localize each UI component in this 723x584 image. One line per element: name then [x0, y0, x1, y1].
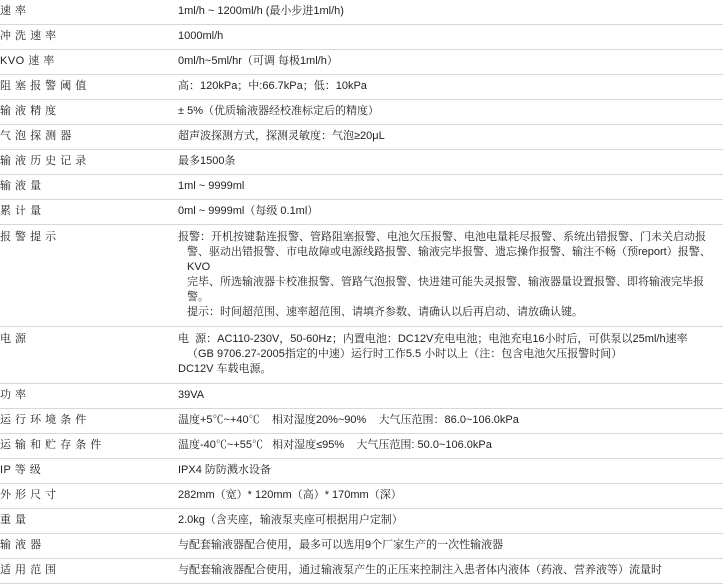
spec-value-line: 高：120kPa；中:66.7kPa；低：10kPa: [178, 80, 367, 92]
spec-value-line: 最多1500条: [178, 155, 236, 167]
spec-value-line: DC12V 车载电源。: [178, 363, 272, 375]
spec-value-line: 2.0kg（含夹座，输液泵夹座可根据用户定制）: [178, 514, 403, 526]
table-row: [0, 484, 723, 509]
spec-value: [178, 25, 723, 50]
spec-value-line: 与配套输液器配合使用，通过输液泵产生的正压来控制注入患者体内液体（药液、营养液等）流量时: [178, 564, 662, 576]
spec-label: [0, 484, 178, 509]
spec-label: [0, 175, 178, 200]
table-row: [0, 200, 723, 225]
spec-label-text: 电 源: [0, 333, 27, 345]
table-row: [0, 509, 723, 534]
spec-value: [178, 75, 723, 100]
spec-label-text: 外 形 尺 寸: [0, 489, 57, 501]
spec-value-line: 温度+5℃~+40℃ 相对湿度20%~90% 大气压范围：86.0~106.0kPa: [178, 414, 519, 426]
spec-value: [178, 200, 723, 225]
spec-label-text: 报 警 提 示: [0, 231, 57, 243]
spec-label: [0, 50, 178, 75]
table-row: [0, 50, 723, 75]
spec-label: [0, 434, 178, 459]
spec-label: [0, 125, 178, 150]
spec-value: [178, 434, 723, 459]
spec-value-line: 39VA: [178, 389, 205, 401]
spec-value-line: IPX4 防防溅水设备: [178, 464, 271, 476]
table-row: [0, 75, 723, 100]
spec-value-line: 完毕、所选输液器卡校准报警、管路气泡报警、快进建可能失灵报警、输液器量设置报警、即将输液完毕报警。: [187, 276, 704, 303]
spec-value: [178, 225, 723, 327]
spec-value: [178, 50, 723, 75]
spec-label: [0, 459, 178, 484]
spec-label: [0, 200, 178, 225]
spec-label-text: 累 计 量: [0, 205, 42, 217]
spec-value: [178, 100, 723, 125]
spec-value-line: 电 源：AC110-230V，50-60Hz；内置电池：DC12V充电电池；电池充电16小时后，可供泵以25ml/h速率: [178, 333, 688, 345]
spec-value-line: 警、驱动出错报警、市电故障或电源线路报警、输液完毕报警、遗忘操作报警、输注不畅（预report）报警、KVO: [187, 246, 711, 273]
spec-value: [178, 0, 723, 25]
spec-label-text: 功 率: [0, 389, 27, 401]
table-row: [0, 409, 723, 434]
spec-value-line: 温度-40℃~+55℃ 相对湿度≤95% 大气压范围: 50.0~106.0kPa: [178, 439, 492, 451]
spec-value-line: （GB 9706.27-2005指定的中速）运行时工作5.5 小时以上（注：包含电池欠压报警时间）: [187, 348, 623, 360]
spec-label: [0, 25, 178, 50]
spec-label: [0, 409, 178, 434]
table-row: [0, 0, 723, 25]
spec-label-text: 重 量: [0, 514, 27, 526]
table-row: [0, 459, 723, 484]
spec-label: [0, 509, 178, 534]
spec-value: [178, 175, 723, 200]
table-row: [0, 175, 723, 200]
spec-label: [0, 384, 178, 409]
table-row: [0, 125, 723, 150]
spec-label-text: 运 行 环 境 条 件: [0, 414, 87, 426]
spec-label-text: 输 液 量: [0, 180, 42, 192]
spec-label: [0, 150, 178, 175]
spec-value-line: ± 5%（优质输液器经校准标定后的精度）: [178, 105, 379, 117]
spec-value: [178, 327, 723, 384]
spec-label: [0, 534, 178, 559]
spec-value: [178, 409, 723, 434]
spec-label-text: KVO 速 率: [0, 55, 55, 67]
spec-label-text: 气 泡 探 测 器: [0, 130, 72, 142]
spec-value-line: 报警：开机按键黏连报警、管路阻塞报警、电池欠压报警、电池电量耗尽报警、系统出错报警、门未关启动报: [178, 231, 706, 243]
spec-label-text: 输 液 精 度: [0, 105, 57, 117]
spec-value: [178, 125, 723, 150]
table-row: [0, 434, 723, 459]
spec-value-line: 与配套输液器配合使用，最多可以选用9个厂家生产的一次性输液器: [178, 539, 504, 551]
spec-label: [0, 100, 178, 125]
spec-label: [0, 75, 178, 100]
spec-value-line: 1000ml/h: [178, 30, 224, 42]
spec-value-line: 1ml ~ 9999ml: [178, 180, 245, 192]
table-row: [0, 100, 723, 125]
spec-value-line: 超声波探测方式，探测灵敏度：气泡≥20μL: [178, 130, 385, 142]
spec-value-line: 提示：时间超范围、速率超范围、请填齐参数、请确认以后再启动、请放确认键。: [187, 306, 583, 318]
spec-label: [0, 559, 178, 584]
table-row: [0, 25, 723, 50]
spec-label-text: 运 输 和 贮 存 条 件: [0, 439, 102, 451]
table-row: [0, 559, 723, 584]
spec-value: [178, 509, 723, 534]
spec-value: [178, 150, 723, 175]
spec-label-text: 输 液 器: [0, 539, 42, 551]
spec-value-line: 0ml ~ 9999ml（每级 0.1ml）: [178, 205, 319, 217]
spec-label-text: 输 液 历 史 记 录: [0, 155, 87, 167]
spec-value-line: 0ml/h~5ml/hr（可调 每极1ml/h）: [178, 55, 338, 67]
spec-value: [178, 534, 723, 559]
table-row: [0, 534, 723, 559]
spec-label-text: 速 率: [0, 5, 27, 17]
table-row: [0, 150, 723, 175]
spec-value: [178, 384, 723, 409]
table-row: [0, 225, 723, 327]
spec-label-text: 阻 塞 报 警 阈 值: [0, 80, 87, 92]
spec-value-line: 1ml/h ~ 1200ml/h (最小步进1ml/h): [178, 5, 344, 17]
table-row: [0, 327, 723, 384]
spec-label: [0, 0, 178, 25]
spec-label: [0, 225, 178, 327]
spec-label: [0, 327, 178, 384]
spec-value-line: 282mm（宽）* 120mm（高）* 170mm（深）: [178, 489, 402, 501]
spec-value: [178, 459, 723, 484]
spec-label-text: IP 等 级: [0, 464, 42, 476]
spec-value: [178, 484, 723, 509]
spec-label-text: 冲 洗 速 率: [0, 30, 57, 42]
spec-label-text: 适 用 范 围: [0, 564, 57, 576]
spec-value: [178, 559, 723, 584]
table-row: [0, 384, 723, 409]
